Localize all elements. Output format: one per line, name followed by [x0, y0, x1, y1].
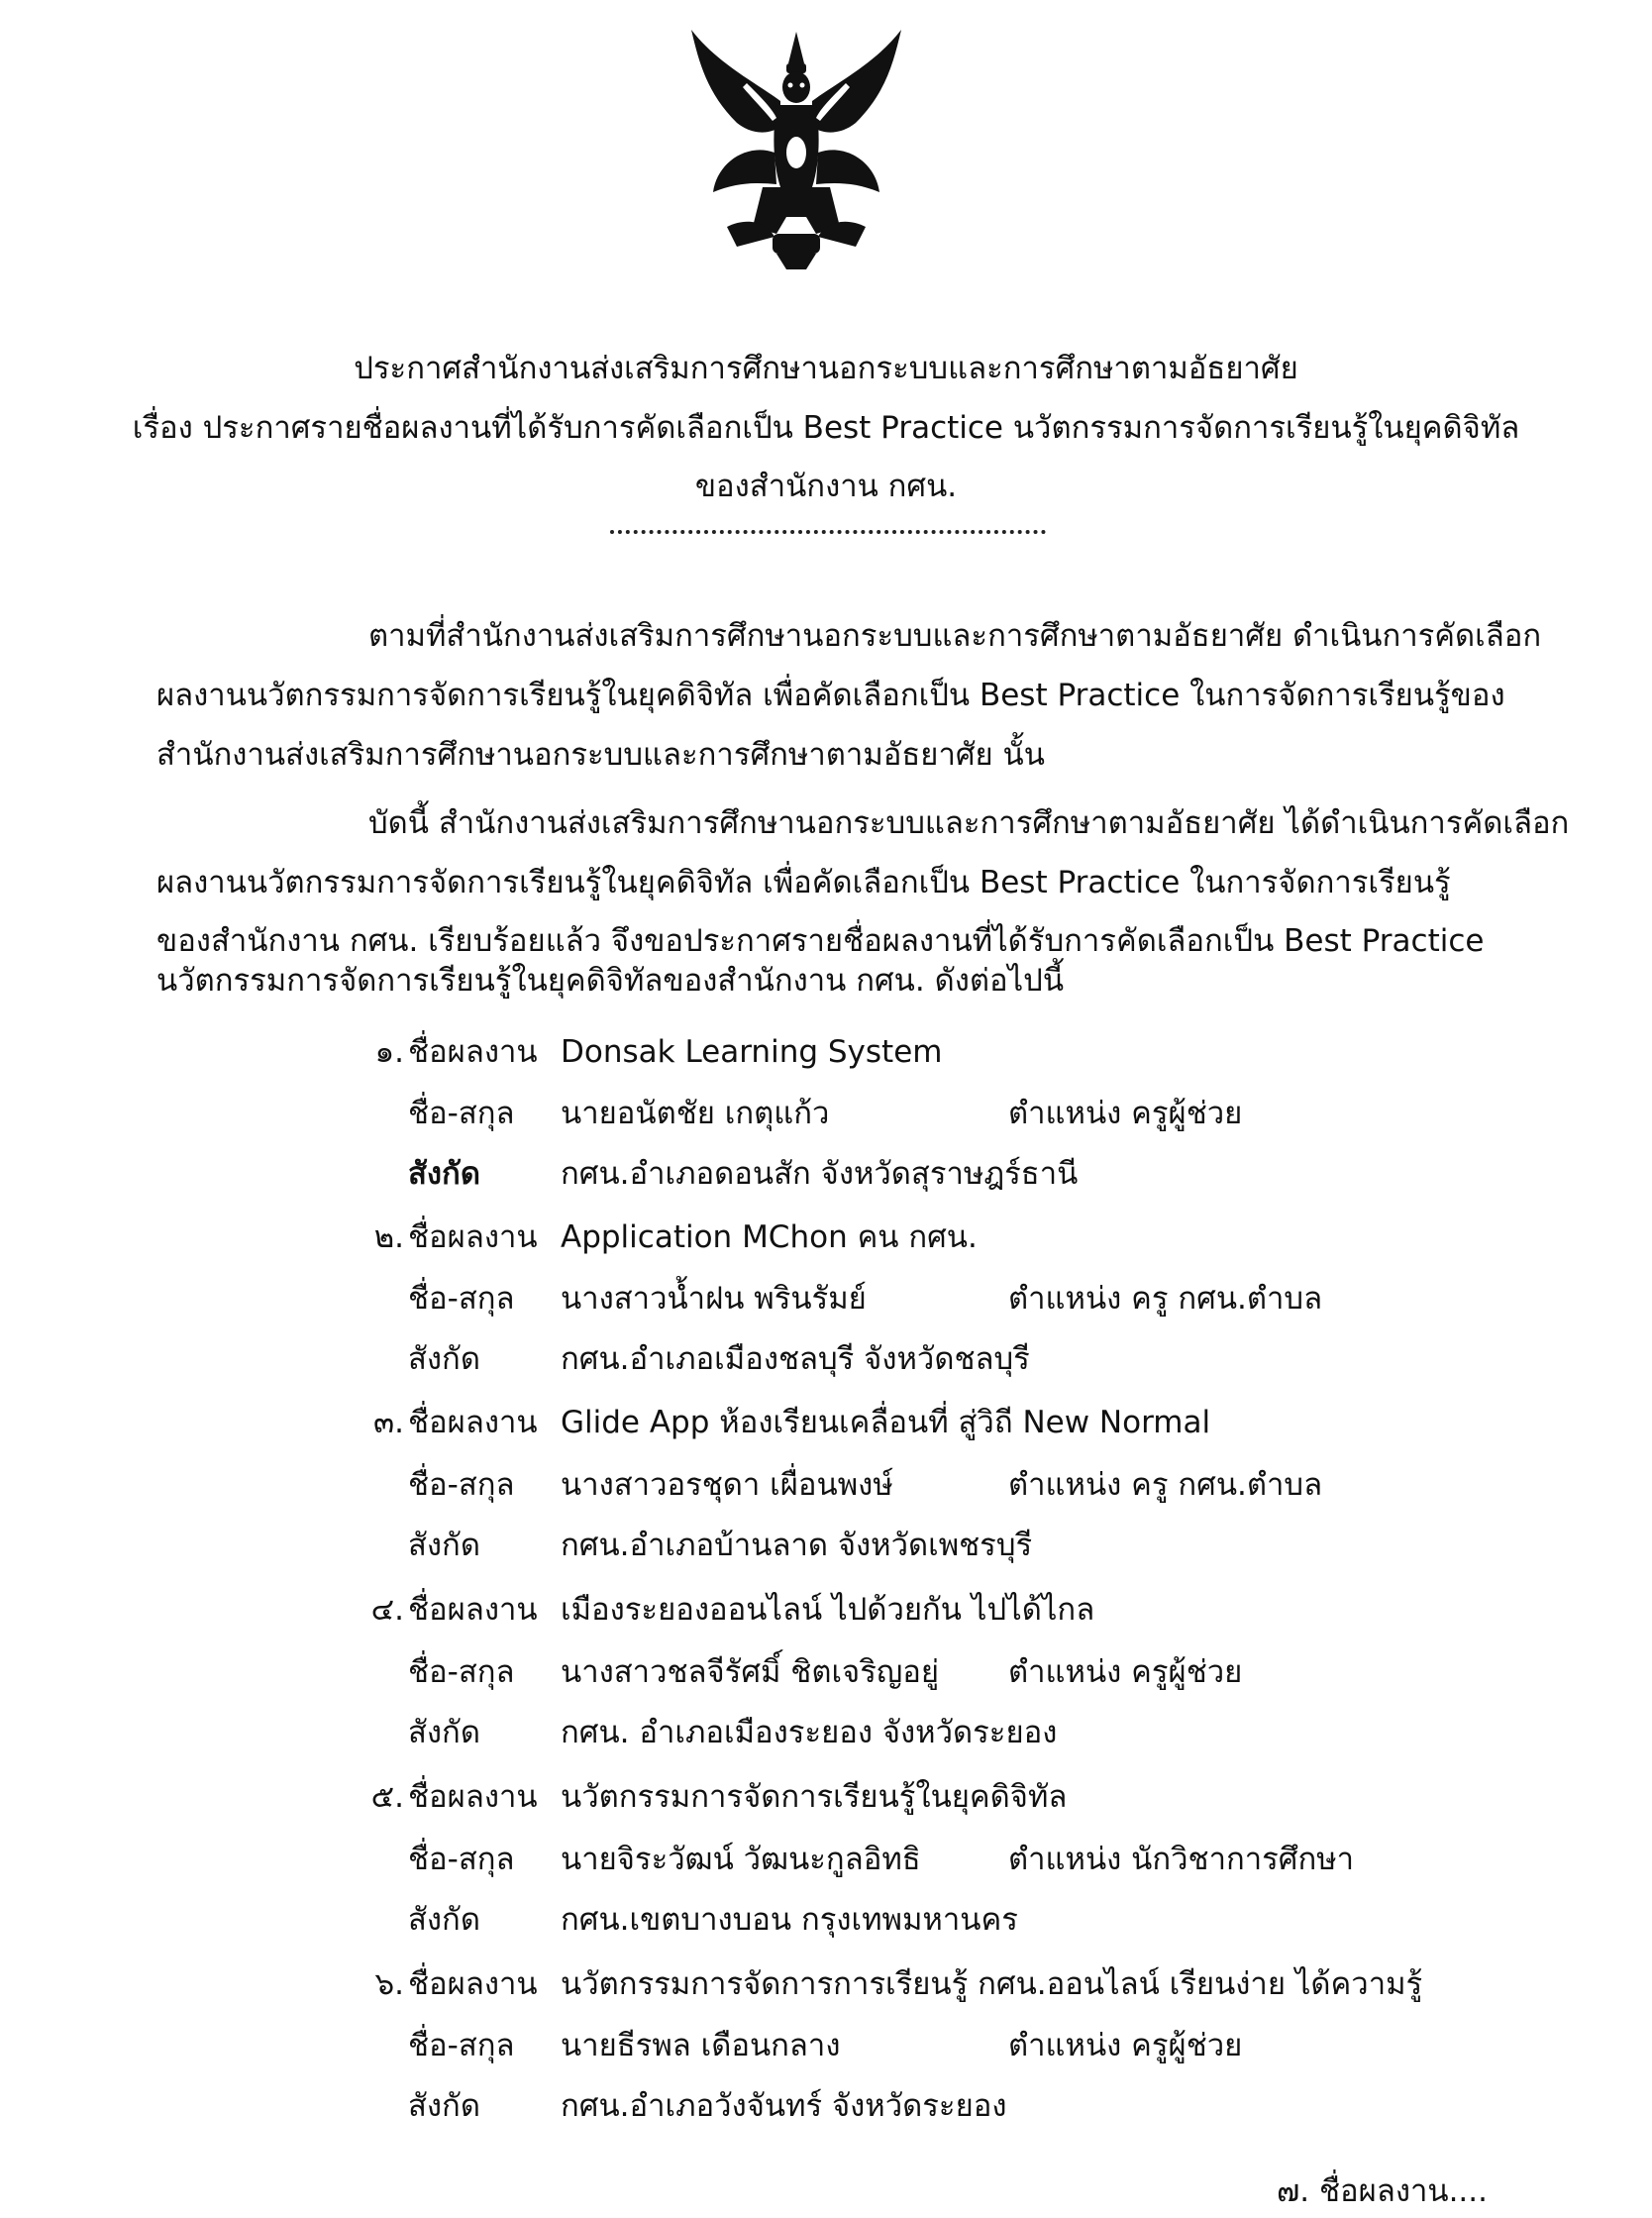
announcement-title: ประกาศสำนักงานส่งเสริมการศึกษานอกระบบและการศึกษาตามอัธยาศัย: [354, 351, 1298, 386]
name-label: ชื่อ-สกุล: [408, 1281, 515, 1317]
continuation-marker: ๗. ชื่อผลงาน....: [1277, 2173, 1488, 2209]
position-value: ครูผู้ช่วย: [1131, 1654, 1243, 1690]
position-label: ตำแหน่ง: [1008, 1467, 1122, 1503]
person-name: นางสาวอรชุดา เผื่อนพงษ์: [561, 1467, 893, 1503]
person-name: นายอนัตชัย เกตุแก้ว: [561, 1096, 830, 1131]
paragraph-2-line-1: บัดนี้ สำนักงานส่งเสริมการศึกษานอกระบบและการศึกษาตามอัธยาศัย ได้ดำเนินการคัดเลือก: [368, 805, 1570, 841]
entry-number: ๕.: [370, 1779, 404, 1815]
work-title: นวัตกรรมการจัดการเรียนรู้ในยุคดิจิทัล: [561, 1779, 1068, 1815]
affiliation-label: สังกัด: [408, 2088, 480, 2124]
position-label: ตำแหน่ง: [1008, 2028, 1122, 2063]
announcement-subject-cont: ของสำนักงาน กศน.: [694, 469, 958, 504]
work-label: ชื่อผลงาน: [408, 1034, 538, 1070]
work-title: นวัตกรรมการจัดการการเรียนรู้ กศน.ออนไลน์ เรียนง่าย ได้ความรู้: [561, 1966, 1423, 2002]
paragraph-1-line-2: ผลงานนวัตกรรมการจัดการเรียนรู้ในยุคดิจิทัล เพื่อคัดเลือกเป็น Best Practice ในการจัดการเรียนรู้ของ: [156, 678, 1505, 713]
name-label: ชื่อ-สกุล: [408, 1654, 515, 1690]
position-label: ตำแหน่ง: [1008, 1654, 1122, 1690]
affiliation-value: กศน.เขตบางบอน กรุงเทพมหานคร: [561, 1902, 1018, 1938]
affiliation-label: สังกัด: [408, 1341, 480, 1377]
name-label: ชื่อ-สกุล: [408, 2028, 515, 2063]
entry-number: ๑.: [374, 1034, 404, 1070]
affiliation-value: กศน.อำเภอดอนสัก จังหวัดสุราษฎร์ธานี: [561, 1156, 1079, 1192]
work-title: Donsak Learning System: [561, 1034, 943, 1070]
person-name: นายธีรพล เดือนกลาง: [561, 2028, 841, 2063]
person-name: นายจิระวัฒน์ วัฒนะกูลอิทธิ: [561, 1842, 921, 1877]
entry-number: ๔.: [370, 1592, 404, 1628]
name-label: ชื่อ-สกุล: [408, 1842, 515, 1877]
affiliation-value: กศน.อำเภอเมืองชลบุรี จังหวัดชลบุรี: [561, 1341, 1030, 1377]
work-title: Application MChon คน กศน.: [561, 1219, 978, 1255]
announcement-subject: เรื่อง ประกาศรายชื่อผลงานที่ได้รับการคัดเลือกเป็น Best Practice นวัตกรรมการจัดการเรียนรู้ในยุคดิจิทัล: [132, 410, 1520, 446]
position-value: ครู กศน.ตำบล: [1131, 1281, 1323, 1317]
position-value: ครูผู้ช่วย: [1131, 2028, 1243, 2063]
affiliation-value: กศน.อำเภอวังจันทร์ จังหวัดระยอง: [561, 2088, 1007, 2124]
name-label: ชื่อ-สกุล: [408, 1467, 515, 1503]
work-label: ชื่อผลงาน: [408, 1405, 538, 1440]
affiliation-label: สังกัด: [408, 1156, 480, 1192]
entry-number: ๖.: [374, 1966, 404, 2002]
separator-dotted: [610, 530, 1046, 538]
affiliation-label: สังกัด: [408, 1528, 480, 1563]
work-label: ชื่อผลงาน: [408, 1966, 538, 2002]
affiliation-value: กศน. อำเภอเมืองระยอง จังหวัดระยอง: [561, 1715, 1058, 1750]
garuda-emblem-icon: [677, 24, 915, 271]
position-label: ตำแหน่ง: [1008, 1281, 1122, 1317]
work-label: ชื่อผลงาน: [408, 1219, 538, 1255]
affiliation-label: สังกัด: [408, 1902, 480, 1938]
work-title: Glide App ห้องเรียนเคลื่อนที่ สู่วิถี New Normal: [561, 1405, 1211, 1440]
entry-number: ๓.: [372, 1405, 404, 1440]
paragraph-1-line-1: ตามที่สำนักงานส่งเสริมการศึกษานอกระบบและการศึกษาตามอัธยาศัย ดำเนินการคัดเลือก: [368, 618, 1542, 654]
affiliation-value: กศน.อำเภอบ้านลาด จังหวัดเพชรบุรี: [561, 1528, 1033, 1563]
work-title: เมืองระยองออนไลน์ ไปด้วยกัน ไปได้ไกล: [561, 1592, 1095, 1628]
work-label: ชื่อผลงาน: [408, 1779, 538, 1815]
position-value: ครูผู้ช่วย: [1131, 1096, 1243, 1131]
person-name: นางสาวชลจีรัศมิ์ ชิตเจริญอยู่: [561, 1654, 940, 1690]
paragraph-1-line-3: สำนักงานส่งเสริมการศึกษานอกระบบและการศึกษาตามอัธยาศัย นั้น: [156, 737, 1045, 773]
name-label: ชื่อ-สกุล: [408, 1096, 515, 1131]
work-label: ชื่อผลงาน: [408, 1592, 538, 1628]
paragraph-2-line-2: ผลงานนวัตกรรมการจัดการเรียนรู้ในยุคดิจิทัล เพื่อคัดเลือกเป็น Best Practice ในการจัดการเรียนรู้: [156, 865, 1451, 900]
position-value: นักวิชาการศึกษา: [1131, 1842, 1355, 1877]
affiliation-label: สังกัด: [408, 1715, 480, 1750]
paragraph-2-line-3: ของสำนักงาน กศน. เรียบร้อยแล้ว จึงขอประกาศรายชื่อผลงานที่ได้รับการคัดเลือกเป็น Best Practice: [156, 923, 1485, 959]
paragraph-2-line-4: นวัตกรรมการจัดการเรียนรู้ในยุคดิจิทัลของสำนักงาน กศน. ดังต่อไปนี้: [156, 963, 1065, 999]
position-label: ตำแหน่ง: [1008, 1096, 1122, 1131]
position-value: ครู กศน.ตำบล: [1131, 1467, 1323, 1503]
entry-number: ๒.: [373, 1219, 404, 1255]
position-label: ตำแหน่ง: [1008, 1842, 1122, 1877]
person-name: นางสาวน้ำฝน พรินรัมย์: [561, 1281, 867, 1317]
